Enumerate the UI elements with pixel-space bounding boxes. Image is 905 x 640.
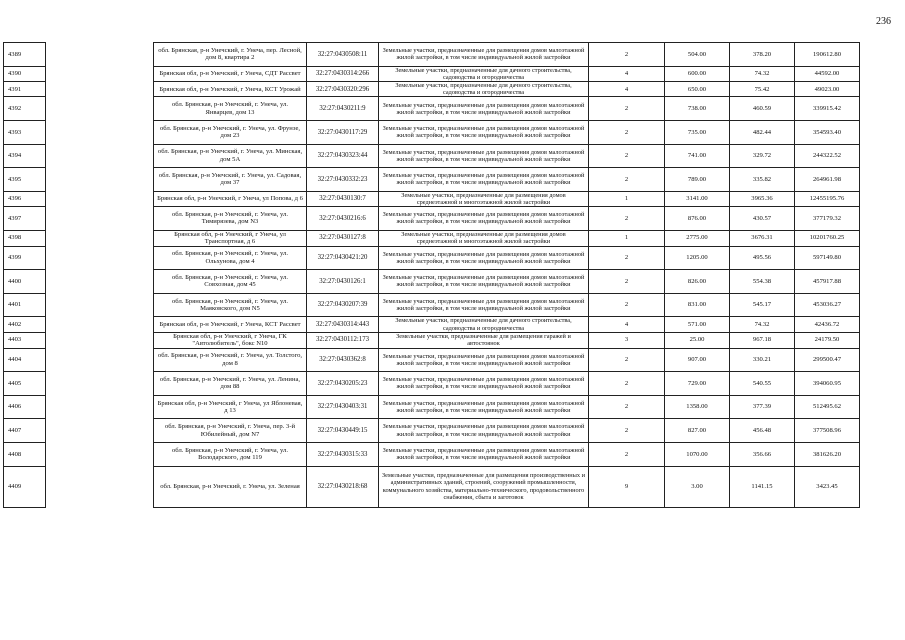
group-cell: 2 bbox=[589, 395, 665, 419]
spacer-cell bbox=[46, 372, 154, 396]
row-id: 4397 bbox=[4, 207, 46, 231]
area-cell: 826.00 bbox=[665, 270, 730, 294]
row-id: 4404 bbox=[4, 348, 46, 372]
cadastral-number-cell: 32:27:0430207:39 bbox=[307, 293, 379, 317]
table-row bbox=[4, 168, 860, 192]
land-purpose-cell: Земельные участки, предназначенные для размещения домов малоэтажной жилой застройки, в том числе индивидуальной жилой застройки bbox=[379, 168, 589, 192]
cadastral-number-cell: 32:27:0430332:23 bbox=[307, 168, 379, 192]
cadastral-value-cell: 354593.40 bbox=[795, 121, 860, 145]
rate-cell: 329.72 bbox=[730, 144, 795, 168]
group-cell: 2 bbox=[589, 348, 665, 372]
address-cell: обл. Брянская, р-н Унечский, г. Унеча, ул. Тимирязева, дом N3 bbox=[154, 207, 307, 231]
address-cell: Брянская обл, р-н Унечский, г Унеча, КСТ Рассвет bbox=[154, 317, 307, 332]
cadastral-number-cell: 32:27:0430403:31 bbox=[307, 395, 379, 419]
row-id: 4394 bbox=[4, 144, 46, 168]
rate-cell: 74.32 bbox=[730, 66, 795, 81]
spacer-cell bbox=[46, 191, 154, 206]
cadastral-value-cell: 377179.32 bbox=[795, 207, 860, 231]
address-cell: Брянская обл, р-н Унечский, г Унеча, СДТ Рассвет bbox=[154, 66, 307, 81]
land-purpose-cell: Земельные участки, предназначенные для размещения домов малоэтажной жилой застройки, в том числе индивидуальной жилой застройки bbox=[379, 293, 589, 317]
cadastral-value-cell: 377508.96 bbox=[795, 419, 860, 443]
table-row bbox=[4, 82, 860, 97]
cadastral-number-cell: 32:27:0430323:44 bbox=[307, 144, 379, 168]
area-cell: 1358.00 bbox=[665, 395, 730, 419]
cadastral-number-cell: 32:27:0430421:20 bbox=[307, 246, 379, 270]
group-cell: 2 bbox=[589, 246, 665, 270]
table-row bbox=[4, 66, 860, 81]
row-id: 4395 bbox=[4, 168, 46, 192]
area-cell: 827.00 bbox=[665, 419, 730, 443]
cadastral-value-cell: 339915.42 bbox=[795, 97, 860, 121]
table-row bbox=[4, 191, 860, 206]
land-purpose-cell: Земельные участки, предназначенные для дачного строительства, садоводства и огородничества bbox=[379, 317, 589, 332]
table-row bbox=[4, 466, 860, 507]
row-id: 4393 bbox=[4, 121, 46, 145]
address-cell: обл. Брянская, р-н Унечский, г. Унеча, ул. Маяковского, дом N5 bbox=[154, 293, 307, 317]
cadastral-value-cell: 264961.98 bbox=[795, 168, 860, 192]
spacer-cell bbox=[46, 43, 154, 67]
spacer-cell bbox=[46, 348, 154, 372]
cadastral-number-cell: 32:27:0430211:9 bbox=[307, 97, 379, 121]
cadastral-value-cell: 42436.72 bbox=[795, 317, 860, 332]
spacer-cell bbox=[46, 97, 154, 121]
land-purpose-cell: Земельные участки, предназначенные для размещения домов малоэтажной жилой застройки, в том числе индивидуальной жилой застройки bbox=[379, 442, 589, 466]
group-cell: 2 bbox=[589, 43, 665, 67]
cadastral-value-cell: 24179.50 bbox=[795, 332, 860, 348]
land-purpose-cell: Земельные участки, предназначенные для дачного строительства, садоводства и огородничества bbox=[379, 82, 589, 97]
cadastral-number-cell: 32:27:0430508:11 bbox=[307, 43, 379, 67]
cadastral-number-cell: 32:27:0430216:6 bbox=[307, 207, 379, 231]
area-cell: 907.00 bbox=[665, 348, 730, 372]
rate-cell: 335.82 bbox=[730, 168, 795, 192]
table-row bbox=[4, 121, 860, 145]
address-cell: обл. Брянская, р-н Унечский, г. Унеча, ул. Фрунзе, дом 23 bbox=[154, 121, 307, 145]
land-purpose-cell: Земельные участки, предназначенные для размещения домов малоэтажной жилой застройки, в том числе индивидуальной жилой застройки bbox=[379, 43, 589, 67]
address-cell: обл. Брянская, р-н Унечский, г. Унеча, ул. Совхозная, дом 45 bbox=[154, 270, 307, 294]
area-cell: 831.00 bbox=[665, 293, 730, 317]
spacer-cell bbox=[46, 82, 154, 97]
spacer-cell bbox=[46, 230, 154, 246]
table-row bbox=[4, 348, 860, 372]
land-purpose-cell: Земельные участки, предназначенные для размещения домов среднеэтажной и многоэтажной жилой застройки bbox=[379, 191, 589, 206]
spacer-cell bbox=[46, 395, 154, 419]
spacer-cell bbox=[46, 466, 154, 507]
cadastral-number-cell: 32:27:0430126:1 bbox=[307, 270, 379, 294]
rate-cell: 495.56 bbox=[730, 246, 795, 270]
table-row bbox=[4, 246, 860, 270]
address-cell: обл. Брянская, р-н Унечский, г. Унеча, ул. Толстого, дом 8 bbox=[154, 348, 307, 372]
cadastral-value-cell: 244322.52 bbox=[795, 144, 860, 168]
group-cell: 1 bbox=[589, 230, 665, 246]
cadastral-value-cell: 381626.20 bbox=[795, 442, 860, 466]
rate-cell: 74.32 bbox=[730, 317, 795, 332]
cadastral-value-cell: 49023.00 bbox=[795, 82, 860, 97]
group-cell: 4 bbox=[589, 317, 665, 332]
table-row bbox=[4, 419, 860, 443]
table-row bbox=[4, 230, 860, 246]
area-cell: 738.00 bbox=[665, 97, 730, 121]
land-purpose-cell: Земельные участки, предназначенные для размещения домов малоэтажной жилой застройки, в том числе индивидуальной жилой застройки bbox=[379, 270, 589, 294]
row-id: 4406 bbox=[4, 395, 46, 419]
spacer-cell bbox=[46, 442, 154, 466]
address-cell: обл. Брянская, р-н Унечский, г. Унеча, ул. Зеленая bbox=[154, 466, 307, 507]
rate-cell: 967.18 bbox=[730, 332, 795, 348]
table-row bbox=[4, 442, 860, 466]
rate-cell: 378.20 bbox=[730, 43, 795, 67]
rate-cell: 330.21 bbox=[730, 348, 795, 372]
row-id: 4398 bbox=[4, 230, 46, 246]
cadastral-table bbox=[3, 42, 860, 508]
rate-cell: 3965.36 bbox=[730, 191, 795, 206]
cadastral-number-cell: 32:27:0430314:266 bbox=[307, 66, 379, 81]
row-id: 4391 bbox=[4, 82, 46, 97]
cadastral-value-cell: 44592.00 bbox=[795, 66, 860, 81]
table-row bbox=[4, 144, 860, 168]
table-row bbox=[4, 270, 860, 294]
row-id: 4409 bbox=[4, 466, 46, 507]
area-cell: 25.00 bbox=[665, 332, 730, 348]
row-id: 4389 bbox=[4, 43, 46, 67]
cadastral-value-cell: 3423.45 bbox=[795, 466, 860, 507]
spacer-cell bbox=[46, 66, 154, 81]
address-cell: Брянская обл, р-н Унечский, г Унеча, КСТ Урожай bbox=[154, 82, 307, 97]
rate-cell: 430.57 bbox=[730, 207, 795, 231]
area-cell: 3141.00 bbox=[665, 191, 730, 206]
cadastral-value-cell: 299500.47 bbox=[795, 348, 860, 372]
cadastral-number-cell: 32:27:0430112:173 bbox=[307, 332, 379, 348]
area-cell: 876.00 bbox=[665, 207, 730, 231]
cadastral-value-cell: 394060.95 bbox=[795, 372, 860, 396]
address-cell: Брянская обл, р-н Унечский, г Унеча, ГК "Автолюбитель", бокс N10 bbox=[154, 332, 307, 348]
cadastral-value-cell: 457917.88 bbox=[795, 270, 860, 294]
spacer-cell bbox=[46, 246, 154, 270]
row-id: 4399 bbox=[4, 246, 46, 270]
land-purpose-cell: Земельные участки, предназначенные для размещения домов малоэтажной жилой застройки, в том числе индивидуальной жилой застройки bbox=[379, 121, 589, 145]
rate-cell: 75.42 bbox=[730, 82, 795, 97]
address-cell: обл. Брянская, р-н Унечский, г. Унеча, ул. Ольхунова, дом 4 bbox=[154, 246, 307, 270]
group-cell: 1 bbox=[589, 191, 665, 206]
group-cell: 2 bbox=[589, 419, 665, 443]
address-cell: обл. Брянская, р-н Унечский, г. Унеча, ул. Ленина, дом 88 bbox=[154, 372, 307, 396]
spacer-cell bbox=[46, 270, 154, 294]
group-cell: 2 bbox=[589, 144, 665, 168]
row-id: 4390 bbox=[4, 66, 46, 81]
land-purpose-cell: Земельные участки, предназначенные для размещения домов малоэтажной жилой застройки, в том числе индивидуальной жилой застройки bbox=[379, 348, 589, 372]
row-id: 4403 bbox=[4, 332, 46, 348]
area-cell: 1205.00 bbox=[665, 246, 730, 270]
cadastral-number-cell: 32:27:0430205:23 bbox=[307, 372, 379, 396]
land-purpose-cell: Земельные участки, предназначенные для размещения производственных и административных зданий, строений, сооружений промышленности, коммунального хозяйства, материально-технического, продовольственного снабжения, сбыта и заготовок bbox=[379, 466, 589, 507]
row-id: 4407 bbox=[4, 419, 46, 443]
cadastral-number-cell: 32:27:0430315:33 bbox=[307, 442, 379, 466]
address-cell: Брянская обл, р-н Унечский, г Унеча, ул Попова, д 6 bbox=[154, 191, 307, 206]
spacer-cell bbox=[46, 317, 154, 332]
group-cell: 2 bbox=[589, 121, 665, 145]
cadastral-number-cell: 32:27:0430449:15 bbox=[307, 419, 379, 443]
rate-cell: 540.55 bbox=[730, 372, 795, 396]
spacer-cell bbox=[46, 121, 154, 145]
area-cell: 3.00 bbox=[665, 466, 730, 507]
cadastral-value-cell: 597149.80 bbox=[795, 246, 860, 270]
table-row bbox=[4, 372, 860, 396]
cadastral-value-cell: 12455195.76 bbox=[795, 191, 860, 206]
rate-cell: 3676.31 bbox=[730, 230, 795, 246]
table-row bbox=[4, 332, 860, 348]
cadastral-number-cell: 32:27:0430127:8 bbox=[307, 230, 379, 246]
group-cell: 2 bbox=[589, 97, 665, 121]
area-cell: 735.00 bbox=[665, 121, 730, 145]
table-row bbox=[4, 97, 860, 121]
group-cell: 2 bbox=[589, 168, 665, 192]
row-id: 4408 bbox=[4, 442, 46, 466]
cadastral-number-cell: 32:27:0430218:68 bbox=[307, 466, 379, 507]
land-purpose-cell: Земельные участки, предназначенные для размещения домов малоэтажной жилой застройки, в том числе индивидуальной жилой застройки bbox=[379, 372, 589, 396]
land-purpose-cell: Земельные участки, предназначенные для размещения гаражей и автостоянок bbox=[379, 332, 589, 348]
row-id: 4405 bbox=[4, 372, 46, 396]
rate-cell: 377.39 bbox=[730, 395, 795, 419]
address-cell: Брянская обл, р-н Унечский, г Унеча, ул Яблоневая, д 13 bbox=[154, 395, 307, 419]
address-cell: обл. Брянская, р-н Унечский, г. Унеча, ул. Садовая, дом 37 bbox=[154, 168, 307, 192]
address-cell: обл. Брянская, р-н Унечский, г. Унеча, пер. Лесной, дом 8, квартира 2 bbox=[154, 43, 307, 67]
rate-cell: 554.38 bbox=[730, 270, 795, 294]
group-cell: 9 bbox=[589, 466, 665, 507]
group-cell: 2 bbox=[589, 207, 665, 231]
group-cell: 3 bbox=[589, 332, 665, 348]
area-cell: 571.00 bbox=[665, 317, 730, 332]
row-id: 4402 bbox=[4, 317, 46, 332]
area-cell: 741.00 bbox=[665, 144, 730, 168]
land-purpose-cell: Земельные участки, предназначенные для размещения домов малоэтажной жилой застройки, в том числе индивидуальной жилой застройки bbox=[379, 395, 589, 419]
rate-cell: 356.66 bbox=[730, 442, 795, 466]
cadastral-number-cell: 32:27:0430314:443 bbox=[307, 317, 379, 332]
spacer-cell bbox=[46, 293, 154, 317]
group-cell: 4 bbox=[589, 66, 665, 81]
area-cell: 504.00 bbox=[665, 43, 730, 67]
table-row bbox=[4, 395, 860, 419]
group-cell: 2 bbox=[589, 442, 665, 466]
table-row bbox=[4, 293, 860, 317]
area-cell: 600.00 bbox=[665, 66, 730, 81]
land-purpose-cell: Земельные участки, предназначенные для дачного строительства, садоводства и огородничества bbox=[379, 66, 589, 81]
row-id: 4401 bbox=[4, 293, 46, 317]
spacer-cell bbox=[46, 419, 154, 443]
spacer-cell bbox=[46, 207, 154, 231]
spacer-cell bbox=[46, 144, 154, 168]
cadastral-number-cell: 32:27:0430130:7 bbox=[307, 191, 379, 206]
table-row bbox=[4, 317, 860, 332]
group-cell: 4 bbox=[589, 82, 665, 97]
area-cell: 789.00 bbox=[665, 168, 730, 192]
address-cell: обл. Брянская, р-н Унечский, г. Унеча, ул. Минская, дом 5А bbox=[154, 144, 307, 168]
area-cell: 1070.00 bbox=[665, 442, 730, 466]
area-cell: 729.00 bbox=[665, 372, 730, 396]
address-cell: обл. Брянская, р-н Унечский, г. Унеча, ул. Январцев, дом 13 bbox=[154, 97, 307, 121]
spacer-cell bbox=[46, 168, 154, 192]
land-purpose-cell: Земельные участки, предназначенные для размещения домов малоэтажной жилой застройки, в том числе индивидуальной жилой застройки bbox=[379, 97, 589, 121]
row-id: 4396 bbox=[4, 191, 46, 206]
spacer-cell bbox=[46, 332, 154, 348]
cadastral-value-cell: 10201760.25 bbox=[795, 230, 860, 246]
rate-cell: 456.48 bbox=[730, 419, 795, 443]
cadastral-value-cell: 512495.62 bbox=[795, 395, 860, 419]
land-purpose-cell: Земельные участки, предназначенные для размещения домов малоэтажной жилой застройки, в том числе индивидуальной жилой застройки bbox=[379, 419, 589, 443]
cadastral-number-cell: 32:27:0430117:29 bbox=[307, 121, 379, 145]
table-row bbox=[4, 207, 860, 231]
address-cell: обл. Брянская, р-н Унечский, г. Унеча, ул. Володарского, дом 119 bbox=[154, 442, 307, 466]
cadastral-number-cell: 32:27:0430362:8 bbox=[307, 348, 379, 372]
address-cell: обл. Брянская, р-н Унечский, г. Унеча, пер. 3-й Юбилейный, дом N7 bbox=[154, 419, 307, 443]
rate-cell: 482.44 bbox=[730, 121, 795, 145]
land-purpose-cell: Земельные участки, предназначенные для размещения домов малоэтажной жилой застройки, в том числе индивидуальной жилой застройки bbox=[379, 144, 589, 168]
group-cell: 2 bbox=[589, 372, 665, 396]
cadastral-value-cell: 453036.27 bbox=[795, 293, 860, 317]
land-purpose-cell: Земельные участки, предназначенные для размещения домов малоэтажной жилой застройки, в том числе индивидуальной жилой застройки bbox=[379, 246, 589, 270]
area-cell: 2775.00 bbox=[665, 230, 730, 246]
rate-cell: 460.59 bbox=[730, 97, 795, 121]
group-cell: 2 bbox=[589, 293, 665, 317]
group-cell: 2 bbox=[589, 270, 665, 294]
rate-cell: 545.17 bbox=[730, 293, 795, 317]
table-row bbox=[4, 43, 860, 67]
cadastral-number-cell: 32:27:0430320:296 bbox=[307, 82, 379, 97]
rate-cell: 1141.15 bbox=[730, 466, 795, 507]
row-id: 4392 bbox=[4, 97, 46, 121]
land-purpose-cell: Земельные участки, предназначенные для размещения домов среднеэтажной и многоэтажной жилой застройки bbox=[379, 230, 589, 246]
page-number: 236 bbox=[876, 16, 891, 27]
land-purpose-cell: Земельные участки, предназначенные для размещения домов малоэтажной жилой застройки, в том числе индивидуальной жилой застройки bbox=[379, 207, 589, 231]
address-cell: Брянская обл, р-н Унечский, г Унеча, ул Транспортная, д 6 bbox=[154, 230, 307, 246]
row-id: 4400 bbox=[4, 270, 46, 294]
area-cell: 650.00 bbox=[665, 82, 730, 97]
cadastral-value-cell: 190612.80 bbox=[795, 43, 860, 67]
